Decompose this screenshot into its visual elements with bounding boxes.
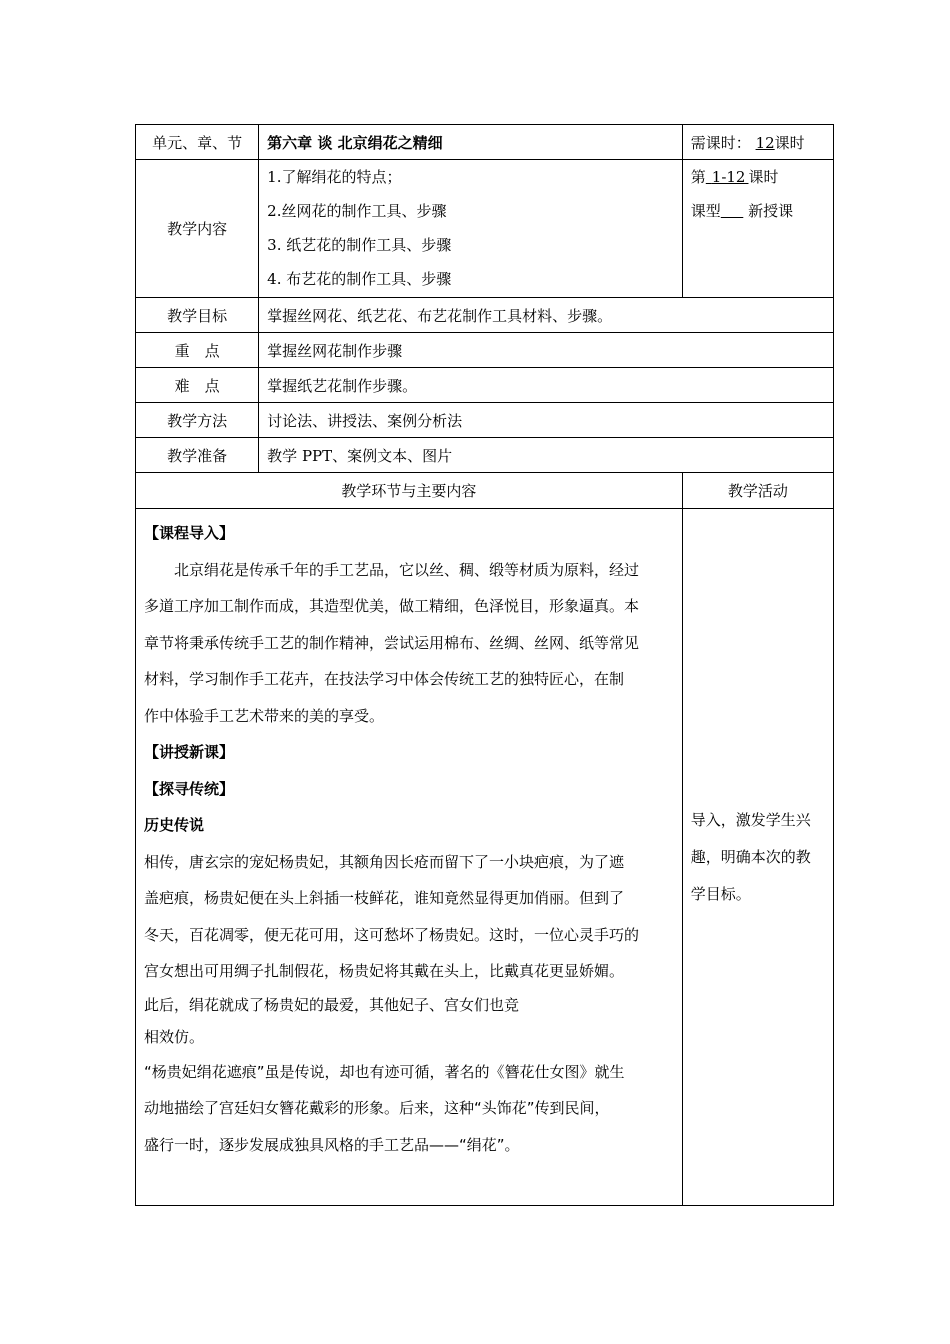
lesson-plan-table bbox=[135, 124, 834, 1206]
section-header-main: 教学环节与主要内容 bbox=[136, 473, 683, 509]
preparation-label: 教学准备 bbox=[136, 438, 259, 473]
body-line: 盖疤痕，杨贵妃便在头上斜插一枝鲜花，谁知竟然显得更加俏丽。但到了 bbox=[144, 889, 625, 907]
section-heading: 【课程导入】 bbox=[144, 524, 235, 542]
section-heading: 历史传说 bbox=[144, 816, 205, 834]
difficulty-value: 掌握纸艺花制作步骤。 bbox=[259, 368, 834, 403]
method-row bbox=[136, 403, 834, 438]
type-prefix: 课型 bbox=[690, 202, 721, 220]
body-line: 相效仿。 bbox=[144, 1027, 205, 1046]
unit-label: 单元、章、节 bbox=[136, 125, 259, 160]
section-header-activity: 教学活动 bbox=[682, 473, 833, 509]
body-line: 相传，唐玄宗的宠妃杨贵妃，其额角因长疮而留下了一小块疤痕，为了遮 bbox=[144, 852, 625, 871]
section-heading: 【探寻传统】 bbox=[144, 779, 235, 798]
content-items bbox=[259, 160, 683, 298]
hours-cell bbox=[682, 125, 833, 160]
goal-row bbox=[136, 298, 834, 333]
session-value bbox=[706, 168, 749, 186]
body-line: 此后，绢花就成了杨贵妃的最爱，其他妃子、宫女们也竞 bbox=[144, 995, 520, 1014]
content-item: 1.了解绢花的特点； bbox=[267, 168, 402, 186]
key-point-value: 掌握丝网花制作步骤 bbox=[259, 333, 834, 368]
hours-suffix: 课时 bbox=[774, 133, 805, 152]
session-cell bbox=[682, 160, 833, 298]
key-point-row bbox=[136, 333, 834, 368]
body-row bbox=[136, 509, 834, 1206]
session-suffix: 课时 bbox=[748, 168, 779, 186]
body-line: 宫女想出可用绸子扎制假花，杨贵妃将其戴在头上，比戴真花更显娇媚。 bbox=[144, 962, 625, 980]
body-line: 材料，学习制作手工花卉，在技法学习中体会传统工艺的独特匠心，在制 bbox=[144, 670, 625, 688]
goal-value: 掌握丝网花、纸艺花、布艺花制作工具材料、步骤。 bbox=[259, 298, 834, 333]
goal-label: 教学目标 bbox=[136, 298, 259, 333]
type-value: 新授课 bbox=[748, 202, 794, 220]
preparation-row bbox=[136, 438, 834, 473]
section-header-row bbox=[136, 473, 834, 509]
activity-cell bbox=[682, 509, 833, 1206]
difficulty-label: 难 点 bbox=[136, 368, 259, 403]
content-item: 2.丝网花的制作工具、步骤 bbox=[267, 202, 447, 220]
content-item: 3. 纸艺花的制作工具、步骤 bbox=[267, 236, 452, 254]
body-line: 盛行一时，逐步发展成独具风格的手工艺品——“绢花”。 bbox=[144, 1135, 520, 1154]
method-value: 讨论法、讲授法、案例分析法 bbox=[259, 403, 834, 438]
content-item: 4. 布艺花的制作工具、步骤 bbox=[267, 270, 452, 288]
hours-value: 12 bbox=[755, 133, 775, 152]
activity-line: 学目标。 bbox=[690, 884, 751, 903]
session-number: 1-12 bbox=[711, 168, 746, 186]
section-heading: 【讲授新课】 bbox=[144, 743, 235, 761]
body-content bbox=[136, 509, 683, 1206]
body-line: 北京绢花是传承千年的手工艺品，它以丝、稠、缎等材质为原料，经过 bbox=[174, 560, 640, 579]
preparation-value: 教学 PPT、案例文本、图片 bbox=[259, 438, 834, 473]
body-line: 冬天，百花凋零，便无花可用，这可愁坏了杨贵妃。这时，一位心灵手巧的 bbox=[144, 925, 640, 944]
body-line: 多道工序加工制作而成，其造型优美，做工精细，色泽悦目，形象逼真。本 bbox=[144, 597, 640, 615]
lesson-type-line bbox=[683, 194, 833, 228]
chapter-title: 第六章 谈 北京绢花之精细 bbox=[259, 125, 683, 160]
body-line: 作中体验手工艺术带来的美的享受。 bbox=[144, 706, 385, 725]
body-line: 章节将秉承传统手工艺的制作精神，尝试运用棉布、丝绸、丝网、纸等常见 bbox=[144, 633, 640, 652]
session-prefix: 第 bbox=[690, 168, 706, 186]
key-point-label: 重 点 bbox=[136, 333, 259, 368]
content-label: 教学内容 bbox=[136, 160, 259, 298]
lesson-plan-sheet bbox=[135, 124, 834, 1206]
type-blank bbox=[721, 202, 744, 220]
body-line: “杨贵妃绢花遮痕”虽是传说，却也有迹可循，著名的《簪花仕女图》就生 bbox=[144, 1062, 625, 1081]
activity-line: 趣，明确本次的教 bbox=[690, 847, 811, 866]
hours-prefix: 需课时： bbox=[690, 133, 751, 152]
header-row bbox=[136, 125, 834, 160]
content-row bbox=[136, 160, 834, 298]
difficulty-row bbox=[136, 368, 834, 403]
method-label: 教学方法 bbox=[136, 403, 259, 438]
body-line: 动地描绘了宫廷妇女簪花戴彩的形象。后来，这种“头饰花”传到民间， bbox=[144, 1099, 610, 1117]
activity-line: 导入，激发学生兴 bbox=[690, 810, 811, 829]
session-line bbox=[683, 160, 833, 194]
